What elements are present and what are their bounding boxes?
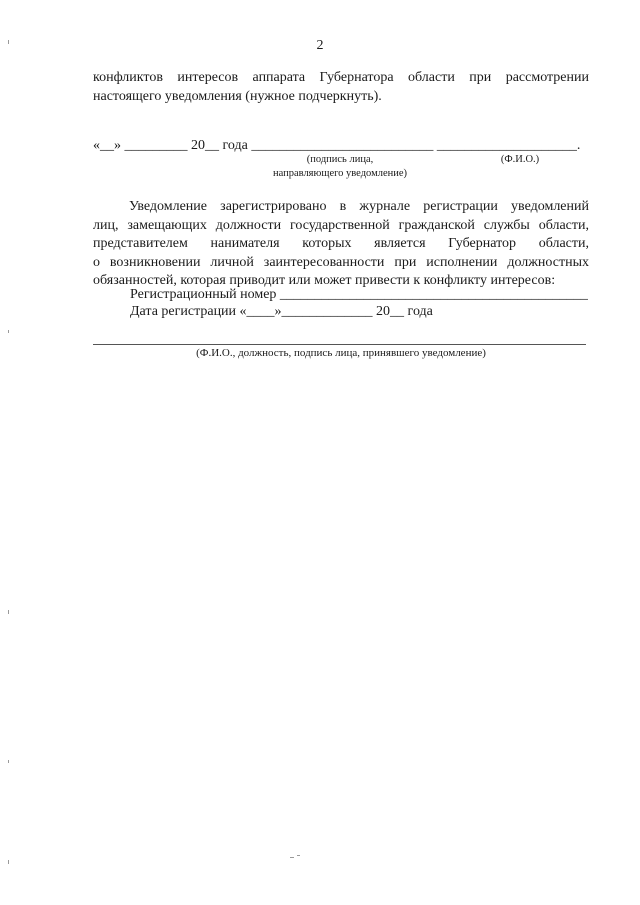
- signature-caption-line: (подпись лица,: [306, 154, 374, 165]
- scan-artifact: [8, 330, 9, 333]
- paragraph-line: лиц, замещающих должности государственной гражданской службы области,: [93, 217, 589, 233]
- scan-artifact: [8, 860, 9, 864]
- registration-date-row: Дата регистрации «____»_____________ 20__ года: [130, 304, 433, 319]
- scan-artifact: [297, 855, 300, 856]
- page-number: 2: [316, 38, 324, 53]
- receiver-caption: (Ф.И.О., должность, подпись лица, принявшего уведомление): [196, 347, 486, 359]
- scan-artifact: [8, 40, 9, 44]
- paragraph-conflict-of-interest: [93, 68, 589, 106]
- signature-caption: [255, 153, 425, 181]
- scan-artifact: [8, 760, 9, 763]
- paragraph-line: обязанностей, которая приводит или может привести к конфликту интересов:: [93, 273, 556, 288]
- scan-artifact: [290, 857, 294, 858]
- signature-caption-line: направляющего уведомление): [272, 168, 408, 179]
- scan-artifact: [8, 610, 9, 614]
- date-signature-row: «__» _________ 20__ года __________________________ ____________________.: [93, 138, 581, 153]
- fio-caption: (Ф.И.О.): [500, 154, 540, 165]
- receiver-signature-line: [93, 344, 586, 345]
- paragraph-line: о возникновении личной заинтересованности при исполнении должностных: [93, 254, 589, 270]
- paragraph-line: Уведомление зарегистрировано в журнале регистрации уведомлений: [129, 199, 589, 214]
- paragraph-line: настоящего уведомления (нужное подчеркнуть).: [93, 89, 382, 104]
- paragraph-line: конфликтов интересов аппарата Губернатора области при рассмотрении: [93, 70, 589, 85]
- registration-number-row: Регистрационный номер ____________________________________________: [130, 287, 588, 302]
- paragraph-line: представителем нанимателя которых является Губернатор области,: [93, 236, 589, 251]
- paragraph-registration-notice: [93, 198, 589, 291]
